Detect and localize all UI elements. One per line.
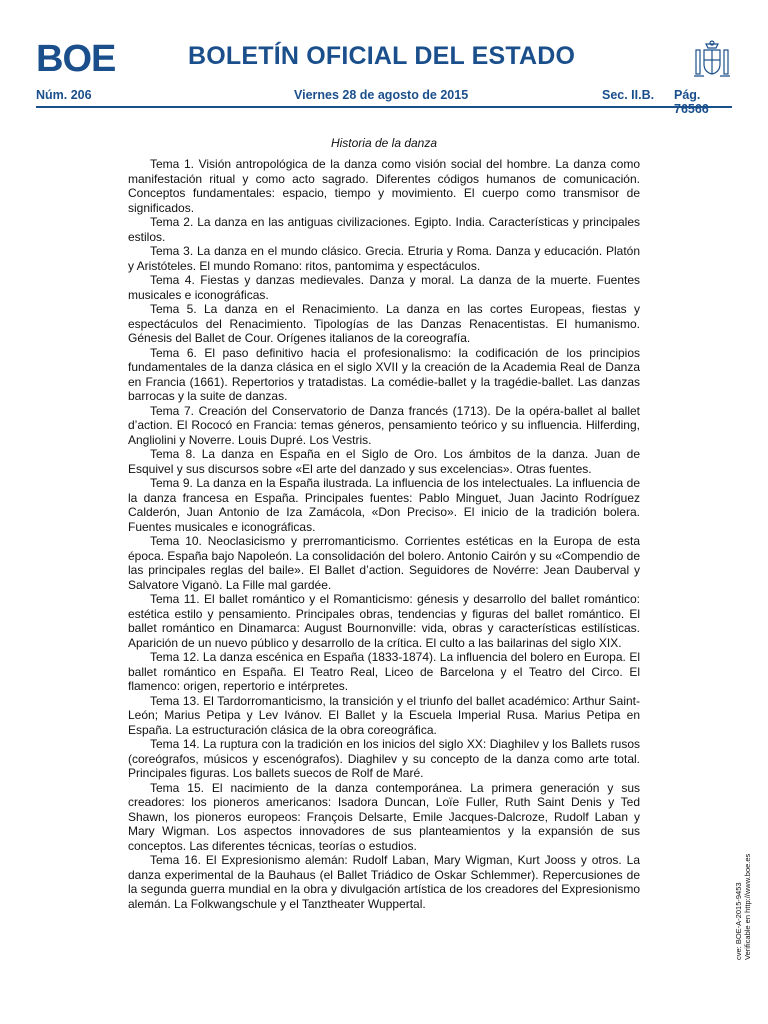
- topic-paragraph: Tema 9. La danza en la España ilustrada. La influencia de los intelectuales. La influencia de la danza francesa en España. Principales fuentes: Pablo Minguet, Juan Jacinto Rodríguez Calderón, Juan Antonio de Iza Zamácola, «Don Preciso». El inicio de la tradición bolera. Fuentes musicales e iconográficas.: [128, 476, 640, 534]
- topic-paragraph: Tema 11. El ballet romántico y el Romanticismo: génesis y desarrollo del ballet romántico: estética estilo y pensamiento. Principales obras, tendencias y figuras del ballet romántico. El ballet romántico en Dinamarca: August Bournonville: vida, obras y características estilísticas. Aparición de un nuevo público y desarrollo de la crítica. El culto a las bailarinas del siglo XIX.: [128, 592, 640, 650]
- boe-logo: [36, 40, 116, 76]
- topic-paragraph: Tema 15. El nacimiento de la danza contemporánea. La primera generación y sus creadores: los pioneros americanos: Isadora Duncan, Loïe Fuller, Ruth Saint Denis y Ted Shawn, los pioneros europeos: François Delsarte, Emile Jacques-Dalcroze, Rudolf Laban y Mary Wigman. Los aspectos innovadores de sus planteamientos y la expansión de sus conceptos. Las diferentes técnicas, teorías o estudios.: [128, 780, 640, 853]
- section-title: Historia de la danza: [330, 136, 438, 150]
- topic-paragraph: Tema 13. El Tardorromanticismo, la transición y el triunfo del ballet académico: Arthur Saint-León; Marius Petipa y Lev Ivánov. El Ballet y la Escuela Imperial Rusa. Marius Petipa en España. La estructuración clásica de la obra coreográfica.: [128, 693, 640, 737]
- topic-paragraph: Tema 4. Fiestas y danzas medievales. Danza y moral. La danza de la muerte. Fuentes musicales e iconográficas.: [128, 273, 640, 302]
- topic-paragraph: Tema 10. Neoclasicismo y prerromanticismo. Corrientes estéticas en la Europa de esta época. España bajo Napoleón. La consolidación del bolero. Antonio Cairón y su «Compendio de las principales reglas del baile». El Ballet d’action. Seguidores de Novérre: Jean Dauberval y Salvatore Viganò. La Fille mal gardée.: [128, 534, 640, 592]
- topic-paragraph: Tema 12. La danza escénica en España (1833-1874). La influencia del bolero en Europa. El ballet romántico en España. El Teatro Real, Liceo de Barcelona y el Teatro del Circo. El flamenco: origen, repertorio e intérpretes.: [128, 650, 640, 693]
- issue-meta-bar: [36, 86, 732, 116]
- verification-url: Verificable en http://www.boe.es: [743, 853, 752, 960]
- topic-paragraph: Tema 6. El paso definitivo hacia el profesionalismo: la codificación de los principios fundamentales de la danza clásica en el siglo XVII y la creación de la Academia Real de Danza en Francia (1661). Repertorios y tratadistas. La comédie-ballet y la tragédie-ballet. Las danzas barrocas y la suite de danzas.: [128, 345, 640, 403]
- topics-list: [128, 157, 640, 911]
- topic-paragraph: Tema 7. Creación del Conservatorio de Danza francés (1713). De la opéra-ballet al ballet d’action. El Rococó en Francia: temas géneros, pensamiento teórico y su influencia. Hilferding, Angliolini y Noverre. Louis Dupré. Los Vestris.: [128, 403, 640, 447]
- topic-paragraph: Tema 2. La danza en las antiguas civilizaciones. Egipto. India. Características y principales estilos.: [128, 215, 640, 244]
- svg-text:BOE: BOE: [36, 40, 116, 76]
- issue-number: Núm. 206: [36, 88, 92, 102]
- section-label: Sec. II.B.: [602, 88, 655, 102]
- topic-paragraph: Tema 3. La danza en el mundo clásico. Grecia. Etruria y Roma. Danza y educación. Platón y Aristóteles. El mundo Romano: ritos, pantomima y espectáculos.: [128, 244, 640, 273]
- topic-paragraph: Tema 16. El Expresionismo alemán: Rudolf Laban, Mary Wigman, Kurt Jooss y otros. La danza experimental de la Bauhaus (el Ballet Triádico de Oskar Schlemmer). Repercusiones de la segunda guerra mundial en la obra y divulgación artística de los creadores del Expresionismo alemán. La Folkwangschule y el Tanztheater Wuppertal.: [128, 853, 640, 911]
- topic-paragraph: Tema 5. La danza en el Renacimiento. La danza en las cortes Europeas, fiestas y espectáculos del Renacimiento. Tipologías de las Danzas Renacentistas. El humanismo. Génesis del Ballet de Cour. Orígenes italianos de la coreografía.: [128, 302, 640, 345]
- issue-date: Viernes 28 de agosto de 2015: [294, 88, 469, 102]
- topic-paragraph: Tema 14. La ruptura con la tradición en los inicios del siglo XX: Diaghilev y los Ballets rusos (coreógrafos, músicos y escenógrafos). Diaghilev y su concepto de la danza como arte total. Principales figuras. Los ballets suecos de Rolf de Maré.: [128, 737, 640, 780]
- topic-paragraph: Tema 8. La danza en España en el Siglo de Oro. Los ámbitos de la danza. Juan de Esquivel y sus discursos sobre «El arte del danzado y sus excelencias». Otras fuentes.: [128, 447, 640, 476]
- page-number: Pág. 76566: [674, 88, 709, 116]
- topic-paragraph: Tema 1. Visión antropológica de la danza como visión social del hombre. La danza como manifestación ritual y como acto sagrado. Diferentes códigos humanos de comunicación. Conceptos fundamentales: espacio, tiempo y movimiento. El cuerpo como transmisor de significados.: [128, 157, 640, 215]
- page-header: [36, 38, 736, 80]
- verification-note: [734, 854, 752, 960]
- cve-code: cve: BOE-A-2015-9453: [734, 882, 743, 960]
- coat-of-arms-icon: [690, 38, 734, 82]
- publication-title: BOLETÍN OFICIAL DEL ESTADO: [188, 42, 576, 70]
